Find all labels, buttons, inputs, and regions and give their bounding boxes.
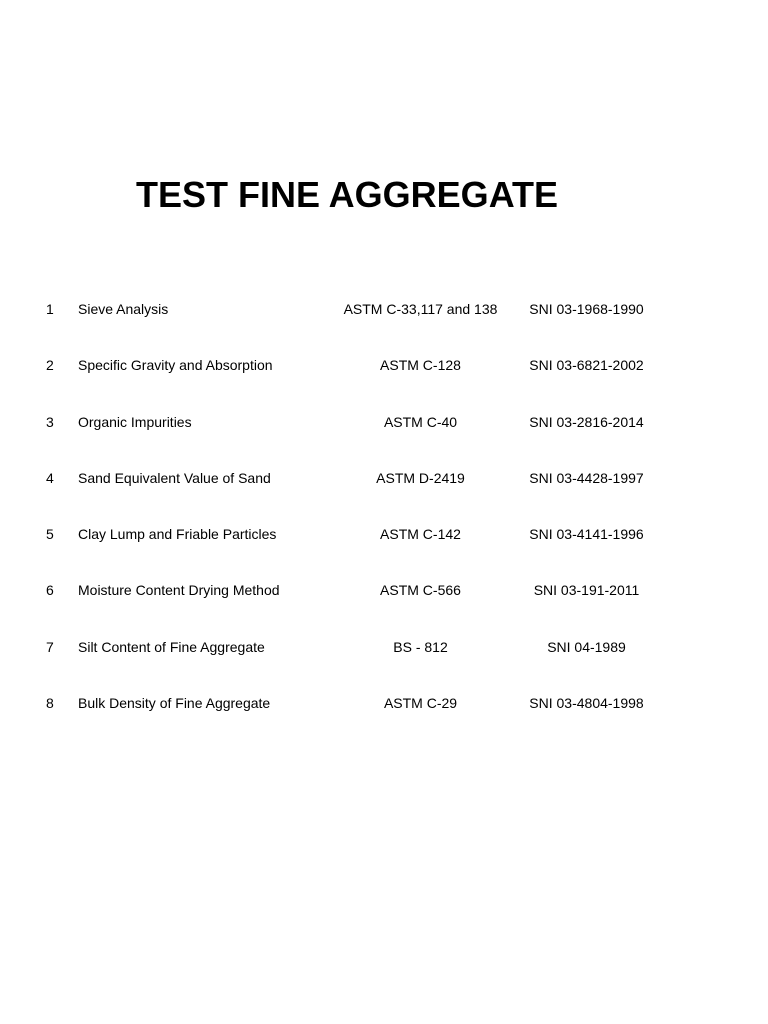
test-list bbox=[0, 296, 768, 746]
test-row bbox=[0, 465, 768, 521]
test-row bbox=[0, 690, 768, 746]
sni-standard: SNI 03-4141-1996 bbox=[529, 526, 644, 543]
test-name: Sand Equivalent Value of Sand bbox=[78, 469, 271, 486]
sni-standard: SNI 03-1968-1990 bbox=[529, 301, 644, 317]
sni-standard: SNI 03-6821-2002 bbox=[529, 357, 644, 374]
test-name: Silt Content of Fine Aggregate bbox=[78, 638, 265, 655]
test-number: 8 bbox=[46, 695, 54, 712]
astm-standard: ASTM C-33,117 and 138 bbox=[343, 301, 498, 317]
test-name: Moisture Content Drying Method bbox=[78, 582, 280, 599]
test-name: Sieve Analysis bbox=[78, 301, 169, 317]
test-row bbox=[0, 409, 768, 465]
test-row bbox=[0, 634, 768, 690]
test-row bbox=[0, 521, 768, 577]
test-row bbox=[0, 352, 768, 408]
astm-standard: ASTM C-40 bbox=[383, 413, 458, 430]
test-row bbox=[0, 577, 768, 633]
test-number: 5 bbox=[46, 526, 54, 543]
sni-standard: SNI 03-4804-1998 bbox=[529, 695, 644, 712]
test-number: 6 bbox=[46, 582, 54, 599]
sni-standard: SNI 03-2816-2014 bbox=[529, 413, 644, 430]
test-number: 7 bbox=[46, 638, 54, 655]
astm-standard: BS - 812 bbox=[393, 638, 448, 655]
page-title: TEST FINE AGGREGATE bbox=[136, 174, 559, 215]
test-name: Specific Gravity and Absorption bbox=[78, 357, 273, 374]
test-number: 3 bbox=[46, 413, 54, 430]
astm-standard: ASTM C-142 bbox=[380, 526, 461, 543]
test-number: 1 bbox=[46, 301, 54, 317]
test-name: Clay Lump and Friable Particles bbox=[78, 526, 277, 543]
sni-standard: SNI 03-191-2011 bbox=[533, 582, 640, 599]
astm-standard: ASTM C-128 bbox=[380, 357, 461, 374]
sni-standard: SNI 03-4428-1997 bbox=[529, 469, 644, 486]
test-number: 2 bbox=[46, 357, 54, 374]
astm-standard: ASTM D-2419 bbox=[376, 469, 465, 486]
test-name: Organic Impurities bbox=[78, 413, 192, 430]
sni-standard: SNI 04-1989 bbox=[547, 638, 626, 655]
astm-standard: ASTM C-29 bbox=[383, 695, 458, 712]
test-row bbox=[0, 296, 768, 352]
test-number: 4 bbox=[46, 469, 54, 486]
test-name: Bulk Density of Fine Aggregate bbox=[78, 695, 271, 712]
astm-standard: ASTM C-566 bbox=[380, 582, 461, 599]
